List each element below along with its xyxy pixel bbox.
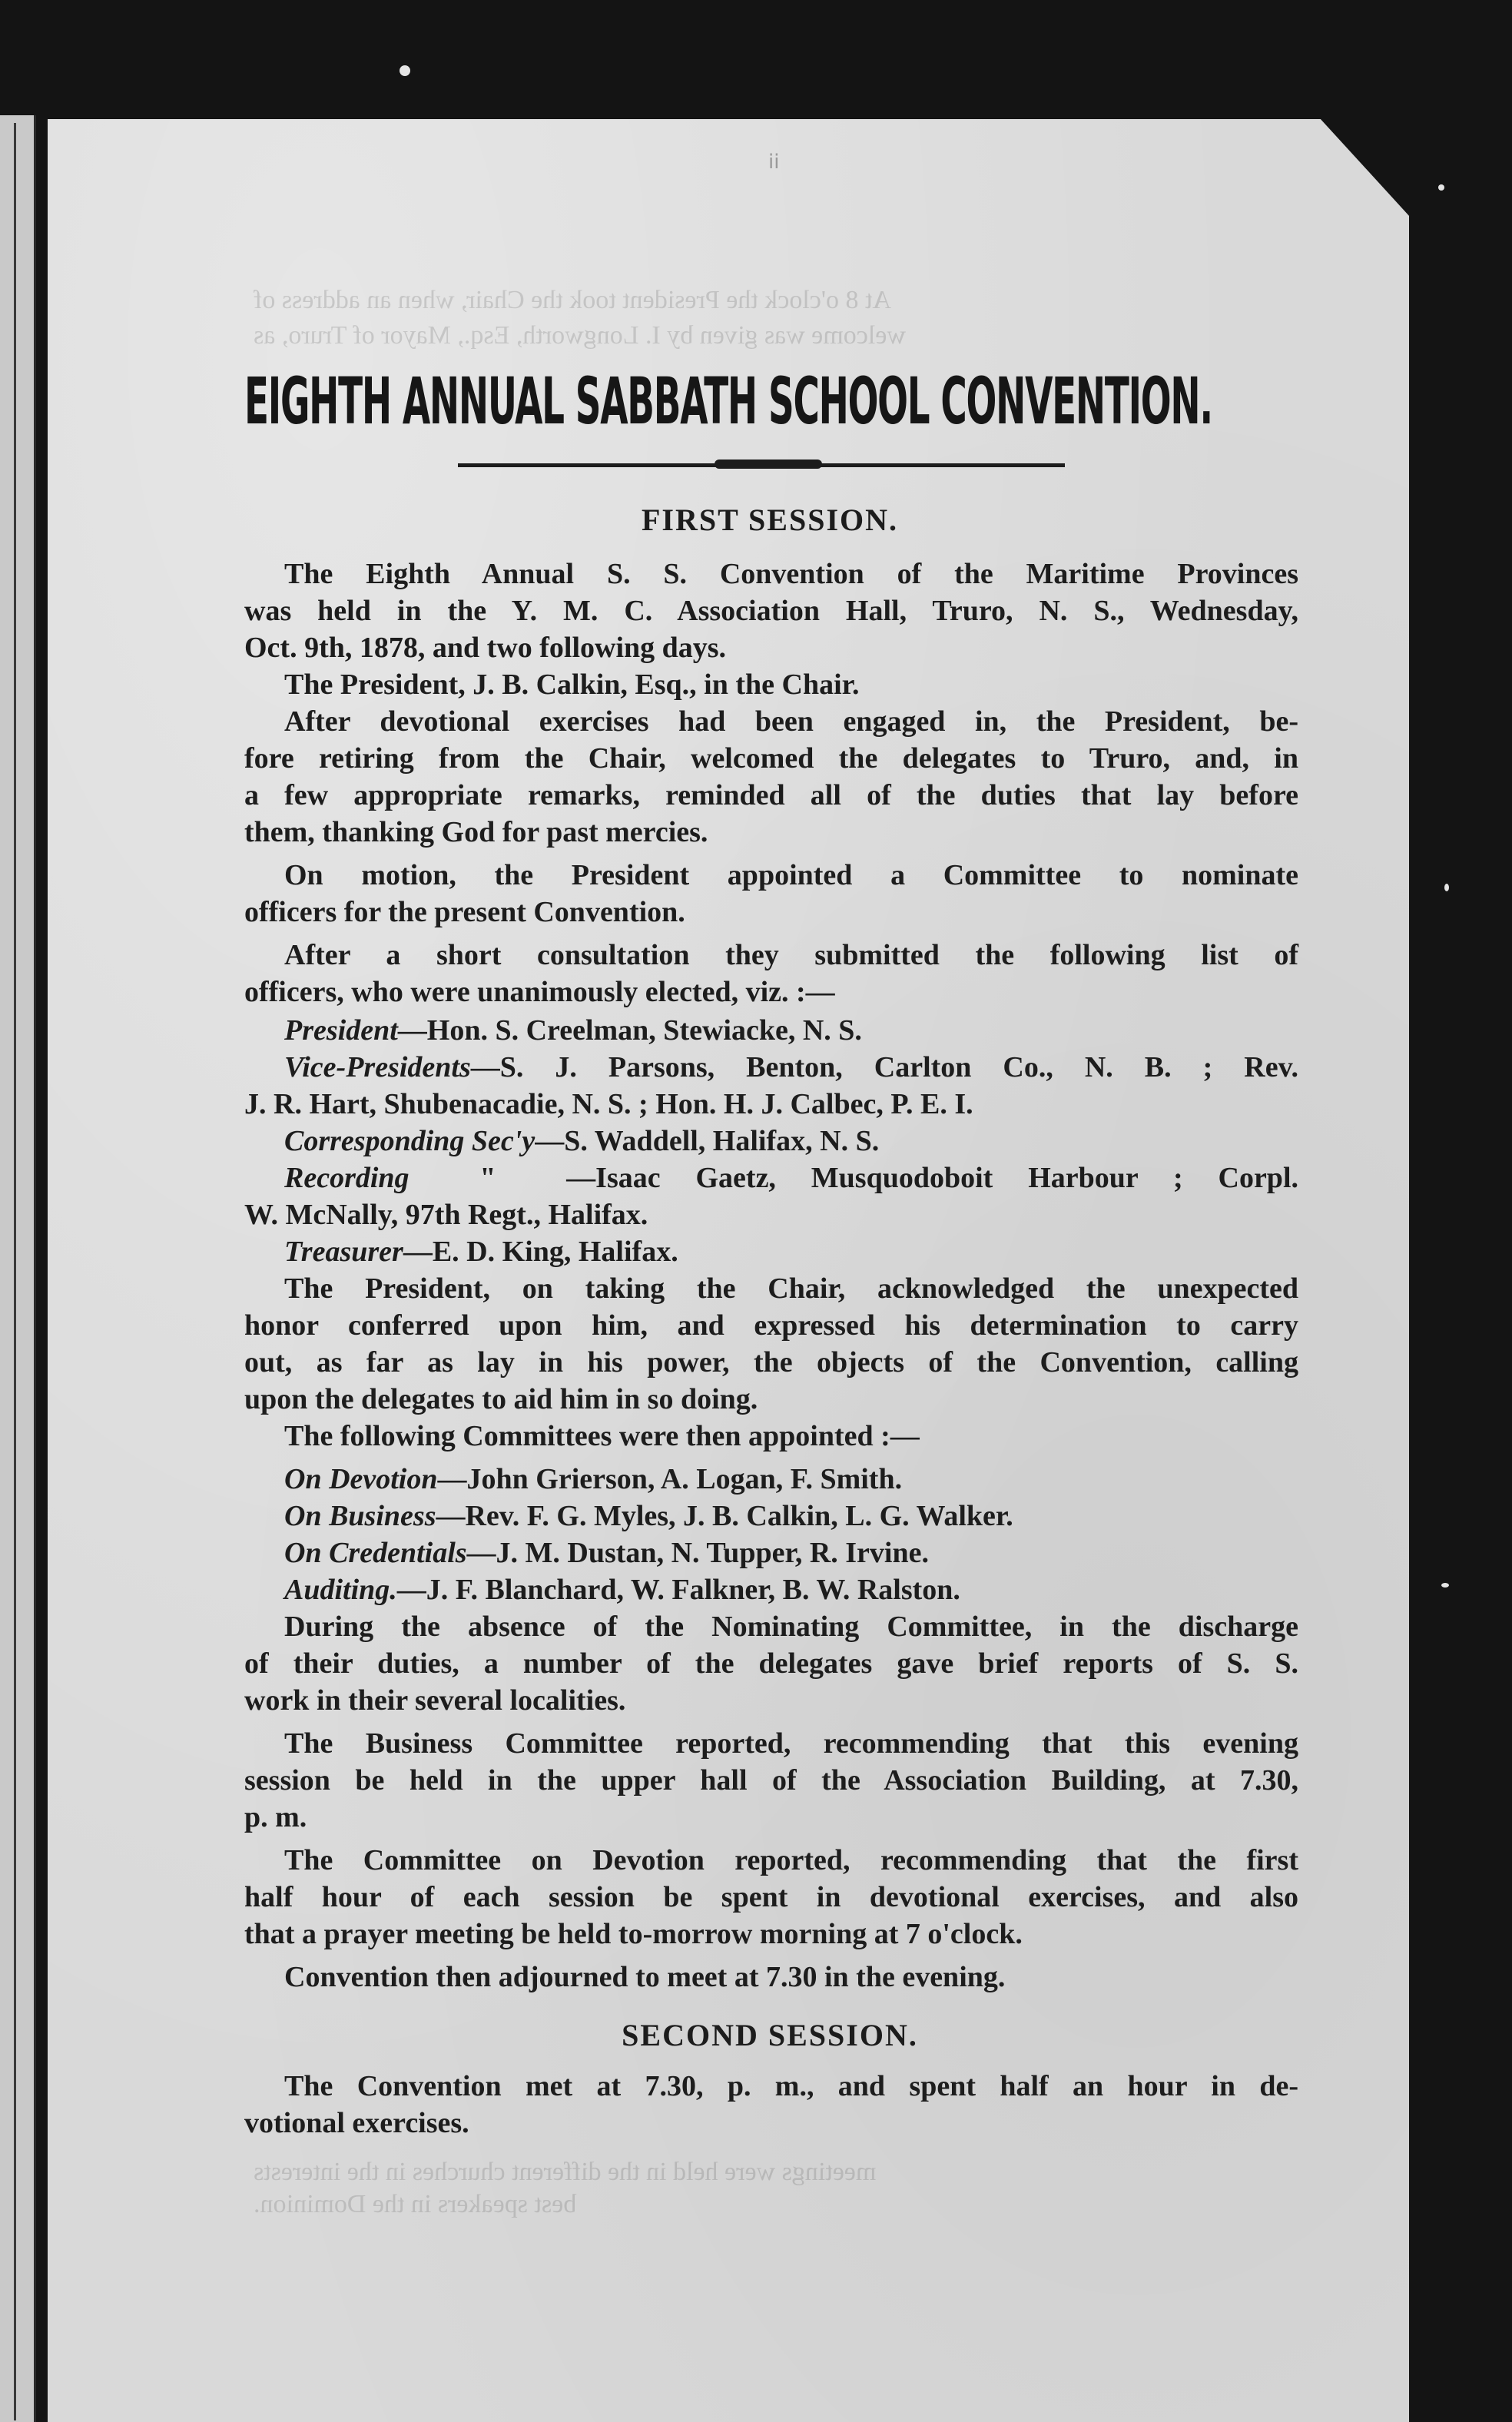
officer-value: " —Isaac Gaetz, Musquodoboit Harbour ; Corpl. [409,1162,1298,1194]
text-line: The President, J. B. Calkin, Esq., in the Chair. [284,669,860,701]
officer-label: Vice-Presidents [284,1051,471,1083]
text-line: The Convention met at 7.30, p. m., and spent half an hour in de- [284,2070,1298,2102]
text-line: officers, who were unanimously elected, viz. :— [244,976,835,1008]
dust-speck [1438,184,1444,191]
text-line: On motion, the President appointed a Committee to nominate [284,859,1298,891]
first-session-heading: FIRST SESSION. [641,503,899,537]
officer-value: —S. J. Parsons, Benton, Carlton Co., N. B. ; Rev. [470,1051,1298,1083]
officer-label: President [284,1014,398,1047]
dust-speck [400,65,410,76]
page-marker: ii [768,151,780,174]
text-line: was held in the Y. M. C. Association Hall, Truro, N. S., Wednesday, [244,595,1298,627]
officer-label: Treasurer [284,1236,403,1268]
text-line: out, as far as lay in his power, the objects of the Convention, calling [244,1346,1298,1379]
document-title: EIGHTH ANNUAL SABBATH SCHOOL CONVENTION. [244,363,1212,439]
text-line: The President, on taking the Chair, acknowledged the unexpected [284,1272,1298,1305]
text-line: fore retiring from the Chair, welcomed the delegates to Truro, and, in [244,742,1298,775]
text-line: Oct. 9th, 1878, and two following days. [244,632,727,664]
text-line: The Business Committee reported, recommending that this evening [284,1727,1298,1760]
text-line: upon the delegates to aid him in so doing. [244,1383,758,1415]
text-line: half hour of each session be spent in devotional exercises, and also [244,1881,1298,1913]
text-line: work in their several localities. [244,1684,626,1717]
text-line: honor conferred upon him, and expressed his determination to carry [244,1309,1298,1342]
text-line: session be held in the upper hall of the Association Building, at 7.30, [244,1764,1298,1797]
bleed-through-text: best speakers in the Dominion. [254,2190,577,2218]
committee-credentials [244,1535,1298,1571]
officer-value: —Hon. S. Creelman, Stewiacke, N. S. [397,1014,862,1047]
text-line: After a short consultation they submitted the following list of [284,939,1298,971]
officer-vice-presidents [244,1050,1298,1085]
text-line: p. m. [244,1801,307,1833]
committee-label: On Devotion [284,1463,438,1495]
text-line: that a prayer meeting be held to-morrow morning at 7 o'clock. [244,1918,1023,1950]
text-line: votional exercises. [244,2107,469,2139]
officer-value: —E. D. King, Halifax. [403,1236,678,1268]
text-line: After devotional exercises had been engaged in, the President, be- [284,705,1298,738]
text-line: J. R. Hart, Shubenacadie, N. S. ; Hon. H. J. Calbec, P. E. I. [244,1088,973,1120]
text-line: The following Committees were then appointed :— [284,1420,920,1452]
text-line: The Committee on Devotion reported, recommending that the first [284,1844,1298,1876]
text-line: The Eighth Annual S. S. Convention of the Maritime Provinces [284,558,1298,590]
officer-recording-secretary [244,1160,1298,1196]
committee-value: —John Grierson, A. Logan, F. Smith. [437,1463,903,1495]
officer-label: Corresponding Sec'y [284,1125,536,1157]
committee-label: On Business [284,1500,436,1532]
text-line: them, thanking God for past mercies. [244,816,708,848]
adjacent-page-rule [14,123,16,2420]
committee-business [244,1498,1298,1534]
committee-auditing [244,1572,1298,1607]
committee-value: —Rev. F. G. Myles, J. B. Calkin, L. G. Walker. [436,1500,1013,1532]
officer-value: —S. Waddell, Halifax, N. S. [535,1125,880,1157]
adjacent-page-edge [0,115,36,2422]
title-divider-ornament [715,460,822,469]
committee-label: Auditing. [284,1574,397,1606]
text-line: a few appropriate remarks, reminded all of the duties that lay before [244,779,1298,811]
text-line: officers for the present Convention. [244,896,685,928]
officer-corresponding-secretary [244,1123,1298,1159]
officer-label: Recording [284,1162,410,1194]
dust-speck [1444,884,1449,891]
committee-value: —J. F. Blanchard, W. Falkner, B. W. Ralston. [396,1574,960,1606]
officer-treasurer [244,1234,1298,1269]
text-line: During the absence of the Nominating Committee, in the discharge [284,1611,1298,1643]
second-session-heading: SECOND SESSION. [622,2018,918,2052]
dust-speck [1441,1583,1449,1588]
text-line: of their duties, a number of the delegates gave brief reports of S. S. [244,1647,1298,1680]
committee-devotion [244,1461,1298,1497]
text-line: Convention then adjourned to meet at 7.30 in the evening. [284,1961,1006,1993]
officer-president [244,1013,1298,1048]
bleed-through-text: welcome was given by I. Longworth, Esq., Mayor of Truro, as [254,321,906,350]
committee-value: —J. M. Dustan, N. Tupper, R. Irvine. [466,1537,929,1569]
bleed-through-text: meetings were held in the different churches in the interests [254,2158,877,2186]
committee-label: On Credentials [284,1537,467,1569]
bleed-through-text: At 8 o'clock the President took the Chair, when an address of [254,286,892,314]
text-line: W. McNally, 97th Regt., Halifax. [244,1199,648,1231]
